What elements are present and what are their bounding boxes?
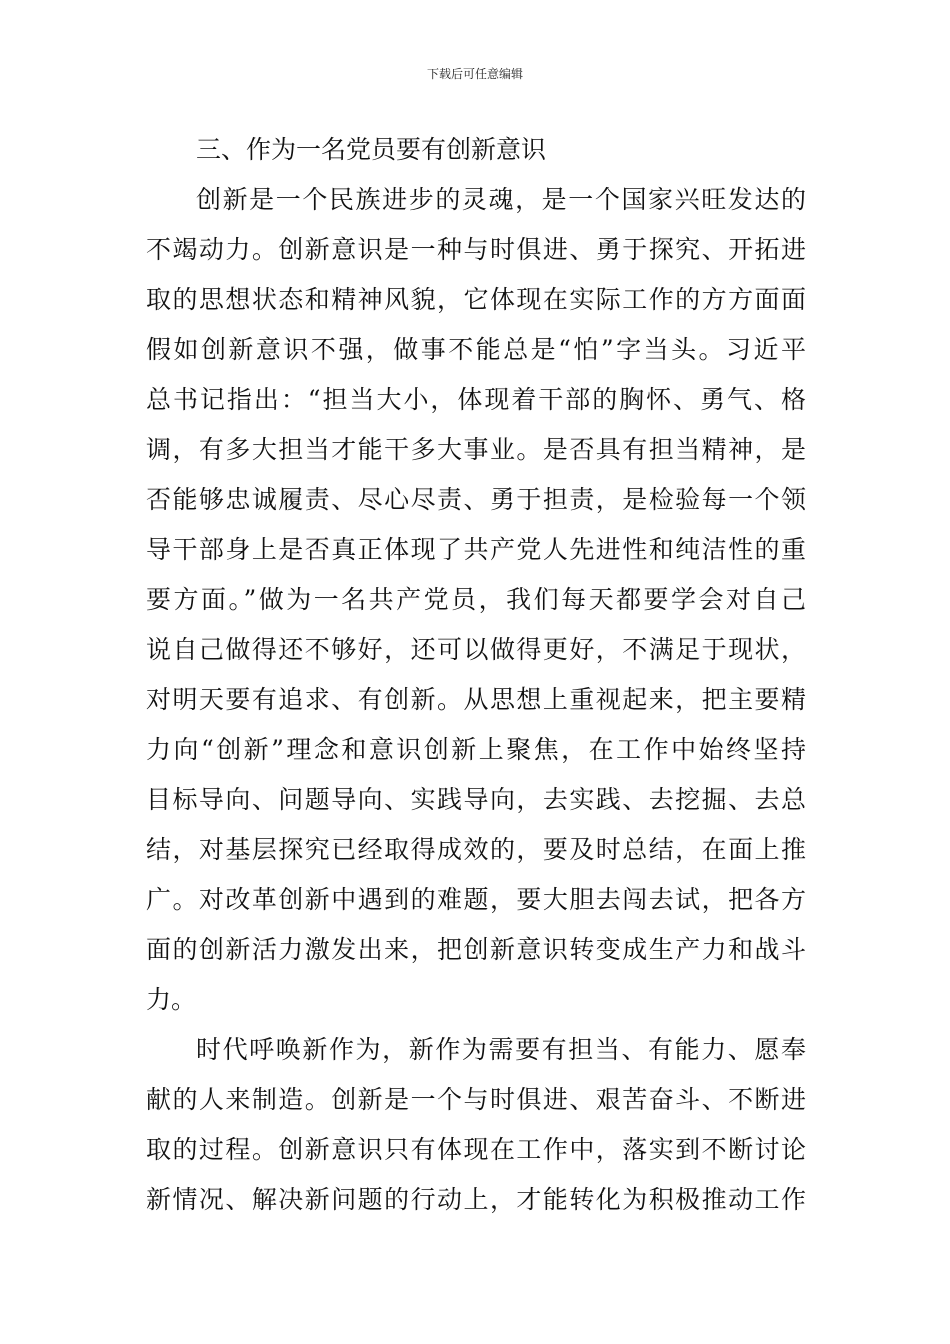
- text-line: 对明天要有追求、有创新。从思想上重视起来，把主要精: [146, 685, 806, 714]
- text-line: 调，有多大担当才能干多大事业。是否具有担当精神，是: [146, 435, 806, 464]
- text-line: 献的人来制造。创新是一个与时俱进、艰苦奋斗、不断进: [146, 1085, 806, 1114]
- text-line: 力向“创新”理念和意识创新上聚焦，在工作中始终坚持: [146, 735, 806, 764]
- text-line: 新情况、解决新问题的行动上，才能转化为积极推动工作: [146, 1185, 806, 1214]
- text-line: 面的创新活力激发出来，把创新意识转变成生产力和战斗: [146, 935, 806, 964]
- document-body: [146, 125, 806, 1225]
- text-line: 说自己做得还不够好，还可以做得更好，不满足于现状，: [146, 635, 806, 664]
- text-line: 取的过程。创新意识只有体现在工作中，落实到不断讨论: [146, 1135, 806, 1164]
- paragraph-2: [146, 1025, 806, 1225]
- text-line: 广。对改革创新中遇到的难题，要大胆去闯去试，把各方: [146, 885, 806, 914]
- section-heading: 三、作为一名党员要有创新意识: [196, 135, 547, 164]
- text-line: 不竭动力。创新意识是一种与时俱进、勇于探究、开拓进: [146, 235, 806, 264]
- text-line: 假如创新意识不强，做事不能总是“怕”字当头。习近平: [146, 335, 806, 364]
- page-header: 下载后可任意编辑: [426, 67, 523, 81]
- text-line: 结，对基层探究已经取得成效的，要及时总结，在面上推: [146, 835, 806, 864]
- text-line: 导干部身上是否真正体现了共产党人先进性和纯洁性的重: [146, 535, 806, 564]
- text-line: 目标导向、问题导向、实践导向，去实践、去挖掘、去总: [146, 785, 806, 814]
- text-line: 总书记指出：“担当大小，体现着干部的胸怀、勇气、格: [146, 385, 806, 414]
- text-line: 否能够忠诚履责、尽心尽责、勇于担责，是检验每一个领: [146, 485, 806, 514]
- text-line: 时代呼唤新作为，新作为需要有担当、有能力、愿奉: [196, 1035, 806, 1064]
- text-line: 创新是一个民族进步的灵魂，是一个国家兴旺发达的: [196, 185, 806, 214]
- text-line: 力。: [146, 985, 197, 1014]
- text-line: 取的思想状态和精神风貌，它体现在实际工作的方方面面: [146, 285, 806, 314]
- text-line: 要方面。”做为一名共产党员，我们每天都要学会对自己: [146, 585, 806, 614]
- paragraph-1: [146, 175, 806, 1025]
